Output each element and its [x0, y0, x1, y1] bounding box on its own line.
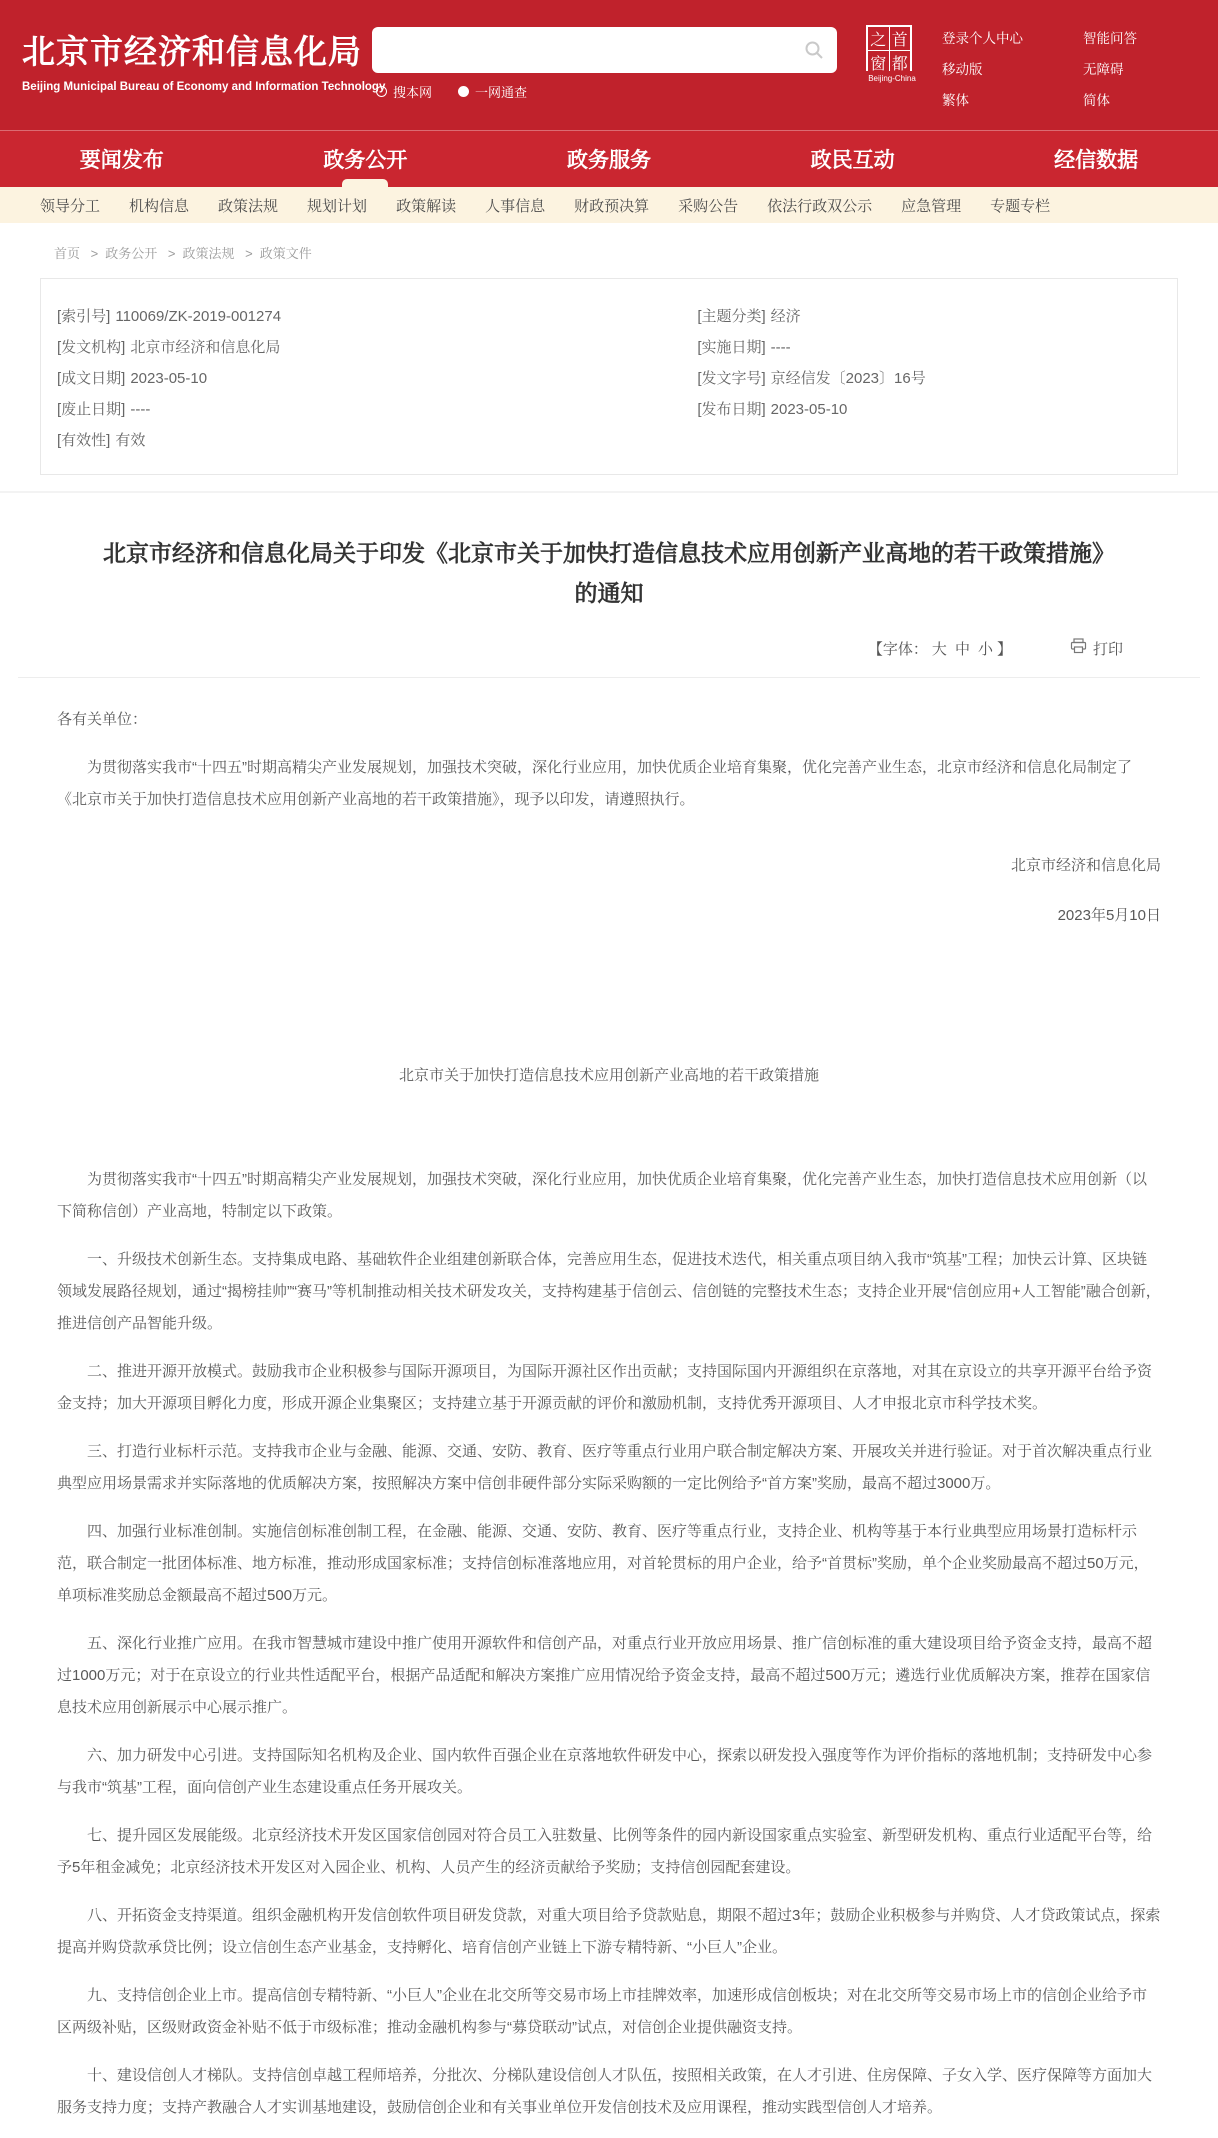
quick-link[interactable]: 移动版	[942, 62, 983, 77]
metadata-row	[57, 394, 697, 425]
breadcrumb-item	[84, 246, 161, 261]
font-size-link[interactable]: 中	[954, 640, 970, 658]
policy-section: 二、推进开源开放模式。鼓励我市企业积极参与国际开源项目，为国际开源社区作出贡献；支持国际国内开源组织在京落地，对其在京设立的共享开源平台给予资金支持；加大开源项目孵化力度，形成开源企业集聚区；支持建立基于开源贡献的评价和激励机制，支持优秀开源项目、人才申报北京市科学技术奖。	[57, 1362, 1153, 1412]
seal-character: 窗	[868, 51, 889, 74]
nav-item[interactable]: 要闻发布	[79, 149, 164, 172]
nav-item[interactable]: 政务服务	[566, 149, 651, 172]
quick-link[interactable]: 登录个人中心	[942, 31, 1023, 46]
metadata-value: 有效	[115, 432, 146, 449]
signature-date: 2023年5月10日	[1057, 906, 1161, 924]
policy-section: 三、打造行业标杆示范。支持我市企业与金融、能源、交通、安防、教育、医疗等重点行业用户联合制定解决方案、开展攻关并进行验证。对于首次解决重点行业典型应用场景需求并实际落地的优质解决方案，按照解决方案中信创非硬件部分实际采购额的一定比例给予“首方案”奖励，最高不超过3000万。	[57, 1442, 1153, 1492]
quick-link-item	[942, 58, 1023, 79]
radio-label: 搜本网	[393, 85, 433, 100]
subnav-item[interactable]: 依法行政双公示	[767, 197, 873, 215]
seal-grid	[866, 25, 912, 71]
font-size-label: 【字体：	[867, 640, 928, 658]
policy-section: 八、开拓资金支持渠道。组织金融机构开发信创软件项目研发贷款，对重大项目给予贷款贴息，期限不超过3年；鼓励企业积极参与并购贷、人才贷政策试点，探索提高并购贷款承贷比例；设立信创生态产业基金，支持孵化、培育信创产业链上下游专精特新、“小巨人”企业。	[57, 1906, 1161, 1956]
quick-link-item	[1083, 27, 1137, 48]
site-logo[interactable]	[22, 26, 385, 93]
subnav-item[interactable]: 机构信息	[129, 197, 190, 215]
subnav-item[interactable]: 应急管理	[901, 197, 962, 215]
metadata-row	[57, 425, 697, 456]
subnav-item[interactable]: 人事信息	[485, 197, 546, 215]
breadcrumb-link[interactable]: 政策文件	[259, 246, 312, 261]
font-size-link[interactable]: 小	[977, 640, 993, 658]
metadata-label: [索引号]	[57, 308, 111, 325]
metadata-value: ----	[770, 339, 791, 356]
site-header	[0, 0, 1218, 130]
nav-item[interactable]: 政务公开	[244, 131, 488, 187]
subnav-item[interactable]: 政策法规	[218, 197, 279, 215]
metadata-value: 北京市经济和信息化局	[130, 339, 281, 356]
subnav-item[interactable]: 规划计划	[307, 197, 368, 215]
search-scope-radio[interactable]	[376, 82, 432, 101]
metadata-row	[57, 363, 697, 394]
metadata-label: [实施日期]	[697, 339, 766, 356]
site-title: 北京市经济和信息化局	[22, 33, 362, 70]
article-tools	[0, 638, 1218, 659]
metadata-value: 2023-05-10	[130, 370, 208, 387]
breadcrumb-separator: >	[245, 246, 253, 261]
policy-sections	[57, 1244, 1161, 2124]
quick-link-item	[942, 89, 1023, 110]
breadcrumb-item	[238, 246, 312, 261]
metadata-label: [主题分类]	[697, 308, 766, 325]
subnav-item[interactable]: 专题专栏	[990, 197, 1051, 215]
metadata-left-column	[57, 301, 697, 456]
search-area	[372, 27, 837, 101]
breadcrumb-separator: >	[167, 246, 176, 261]
font-size-links	[928, 638, 997, 659]
metadata-row	[697, 363, 1161, 394]
metadata-right-column	[697, 301, 1161, 456]
metadata-label: [发布日期]	[697, 401, 766, 418]
policy-section: 六、加力研发中心引进。支持国际知名机构及企业、国内软件百强企业在京落地软件研发中心，探索以研发投入强度等作为评价指标的落地机制；支持研发中心参与我市“筑基”工程，面向信创产业生态建设重点任务开展攻关。	[57, 1746, 1153, 1796]
seal-caption: Beijing-China	[868, 74, 916, 83]
policy-section: 一、升级技术创新生态。支持集成电路、基础软件企业组建创新联合体，完善应用生态，促进技术迭代，相关重点项目纳入我市“筑基”工程；加快云计算、区块链领域发展路径规划，通过“揭榜挂帅”“赛马”等机制推动相关技术研发攻关，支持构建基于信创云、信创链的完整技术生态；支持企业开展“信创应用+人工智能”融合创新，推进信创产品智能升级。	[57, 1250, 1161, 1332]
quick-link-item	[1083, 58, 1137, 79]
metadata-value: 经济	[770, 308, 801, 325]
metadata-value: 2023-05-10	[770, 401, 848, 418]
radio-icon	[458, 86, 469, 97]
seal-character: 之	[868, 27, 889, 50]
breadcrumb-link[interactable]: 政策法规	[182, 246, 235, 261]
font-size-link[interactable]: 大	[931, 640, 947, 658]
metadata-row	[697, 394, 1161, 425]
search-input[interactable]	[372, 27, 837, 73]
salutation: 各有关单位：	[57, 710, 148, 728]
document-metadata	[40, 278, 1178, 475]
breadcrumb-separator: >	[90, 246, 99, 261]
capital-window-logo[interactable]	[866, 25, 918, 83]
breadcrumb-link[interactable]: 政务公开	[105, 246, 158, 261]
policy-section: 十、建设信创人才梯队。支持信创卓越工程师培养，分批次、分梯队建设信创人才队伍，按照相关政策，在人才引进、住房保障、子女入学、医疗保障等方面加大服务支持力度；支持产教融合人才实训基地建设，鼓励信创企业和有关事业单位开发信创技术及应用课程，推动实践型信创人才培养。	[57, 2066, 1153, 2116]
quick-links-right	[1083, 27, 1137, 120]
search-icon[interactable]	[804, 40, 824, 60]
printer-icon	[1070, 638, 1087, 658]
metadata-row	[57, 301, 697, 332]
signature-organization: 北京市经济和信息化局	[1010, 856, 1161, 874]
metadata-label: [发文机构]	[57, 339, 126, 356]
policy-document-subtitle: 北京市关于加快打造信息技术应用创新产业高地的若干政策措施	[398, 1066, 819, 1084]
metadata-label: [成文日期]	[57, 370, 126, 387]
quick-link[interactable]: 智能问答	[1083, 31, 1137, 46]
font-size-label-close: 】	[996, 640, 1012, 658]
quick-links-left	[942, 27, 1023, 120]
radio-label: 一网通查	[475, 85, 528, 100]
article-body	[0, 678, 1218, 2138]
policy-section: 七、提升园区发展能级。北京经济技术开发区国家信创园对符合员工入驻数量、比例等条件的园内新设国家重点实验室、新型研发机构、重点行业适配平台等，给予5年租金减免；北京经济技术开发区对入园企业、机构、人员产生的经济贡献给予奖励；支持信创园配套建设。	[57, 1826, 1153, 1876]
radio-icon	[376, 86, 387, 97]
metadata-value: 京经信发〔2023〕16号	[770, 370, 926, 387]
subnav-item[interactable]: 财政预决算	[574, 197, 650, 215]
preamble-paragraph: 为贯彻落实我市“十四五”时期高精尖产业发展规划，加强技术突破，深化行业应用，加快优质企业培育集聚，优化完善产业生态，加快打造信息技术应用创新（以下简称信创）产业高地，特制定以下政策。	[57, 1170, 1147, 1220]
breadcrumb-item	[40, 246, 84, 261]
metadata-row	[697, 301, 1161, 332]
quick-link-item	[1083, 89, 1137, 110]
quick-link[interactable]: 无障碍	[1083, 62, 1124, 77]
site-subtitle: Beijing Municipal Bureau of Economy and Information Technology	[22, 81, 386, 93]
quick-link-item	[942, 27, 1023, 48]
page-title: 北京市经济和信息化局关于印发《北京市关于加快打造信息技术应用创新产业高地的若干政策措施》的通知	[103, 540, 1115, 607]
breadcrumb	[40, 243, 1218, 262]
metadata-label: [废止日期]	[57, 401, 126, 418]
search-scope-radio[interactable]	[458, 82, 527, 101]
policy-section: 四、加强行业标准创制。实施信创标准创制工程，在金融、能源、交通、安防、教育、医疗等重点行业，支持企业、机构等基于本行业典型应用场景打造标杆示范，联合制定一批团体标准、地方标准，推动形成国家标准；支持信创标准落地应用，对首轮贯标的用户企业，给予“首贯标”奖励，单个企业奖励最高不超过50万元，单项标准奖励总金额最高不超过500万元。	[57, 1522, 1149, 1604]
nav-item[interactable]: 政民互动	[810, 149, 895, 172]
nav-item[interactable]: 经信数据	[1054, 149, 1139, 172]
print-button[interactable]	[1070, 638, 1123, 659]
print-label: 打印	[1092, 640, 1123, 658]
metadata-row	[57, 332, 697, 363]
sub-nav	[0, 187, 1218, 223]
policy-section: 九、支持信创企业上市。提高信创专精特新、“小巨人”企业在北交所等交易市场上市挂牌效率，加速形成信创板块；对在北交所等交易市场上市的信创企业给予市区两级补贴，区级财政资金补贴不低于市级标准；推动金融机构参与“募贷联动”试点，对信创企业提供融资支持。	[57, 1986, 1147, 2036]
policy-section: 五、深化行业推广应用。在我市智慧城市建设中推广使用开源软件和信创产品，对重点行业开放应用场景、推广信创标准的重大建设项目给予资金支持，最高不超过1000万元；对于在京设立的行业共性适配平台，根据产品适配和解决方案推广应用情况给予资金支持，最高不超过500万元；遴选行业优质解决方案，推荐在国家信息技术应用创新展示中心展示推广。	[57, 1634, 1153, 1716]
seal-character: 都	[890, 51, 911, 74]
main-nav	[0, 130, 1218, 187]
subnav-item[interactable]: 领导分工	[40, 197, 101, 215]
section-divider	[0, 491, 1218, 493]
seal-character: 首	[890, 27, 911, 50]
metadata-row	[697, 332, 1161, 363]
metadata-label: [有效性]	[57, 432, 111, 449]
breadcrumb-item	[161, 246, 238, 261]
breadcrumb-link[interactable]: 首页	[54, 246, 81, 261]
quick-link[interactable]: 简体	[1083, 93, 1110, 108]
search-box	[372, 27, 837, 73]
metadata-value: 110069/ZK-2019-001274	[115, 308, 282, 325]
subnav-item[interactable]: 政策解读	[396, 197, 457, 215]
header-right	[866, 25, 1137, 120]
metadata-label: [发文字号]	[697, 370, 766, 387]
metadata-value: ----	[130, 401, 151, 418]
intro-paragraph: 为贯彻落实我市“十四五”时期高精尖产业发展规划，加强技术突破，深化行业应用，加快优质企业培育集聚，优化完善产业生态，北京市经济和信息化局制定了《北京市关于加快打造信息技术应用创新产业高地的若干政策措施》，现予以印发，请遵照执行。	[57, 758, 1132, 808]
subnav-item[interactable]: 采购公告	[678, 197, 739, 215]
quick-link[interactable]: 繁体	[942, 93, 969, 108]
search-scope-options	[372, 82, 837, 101]
